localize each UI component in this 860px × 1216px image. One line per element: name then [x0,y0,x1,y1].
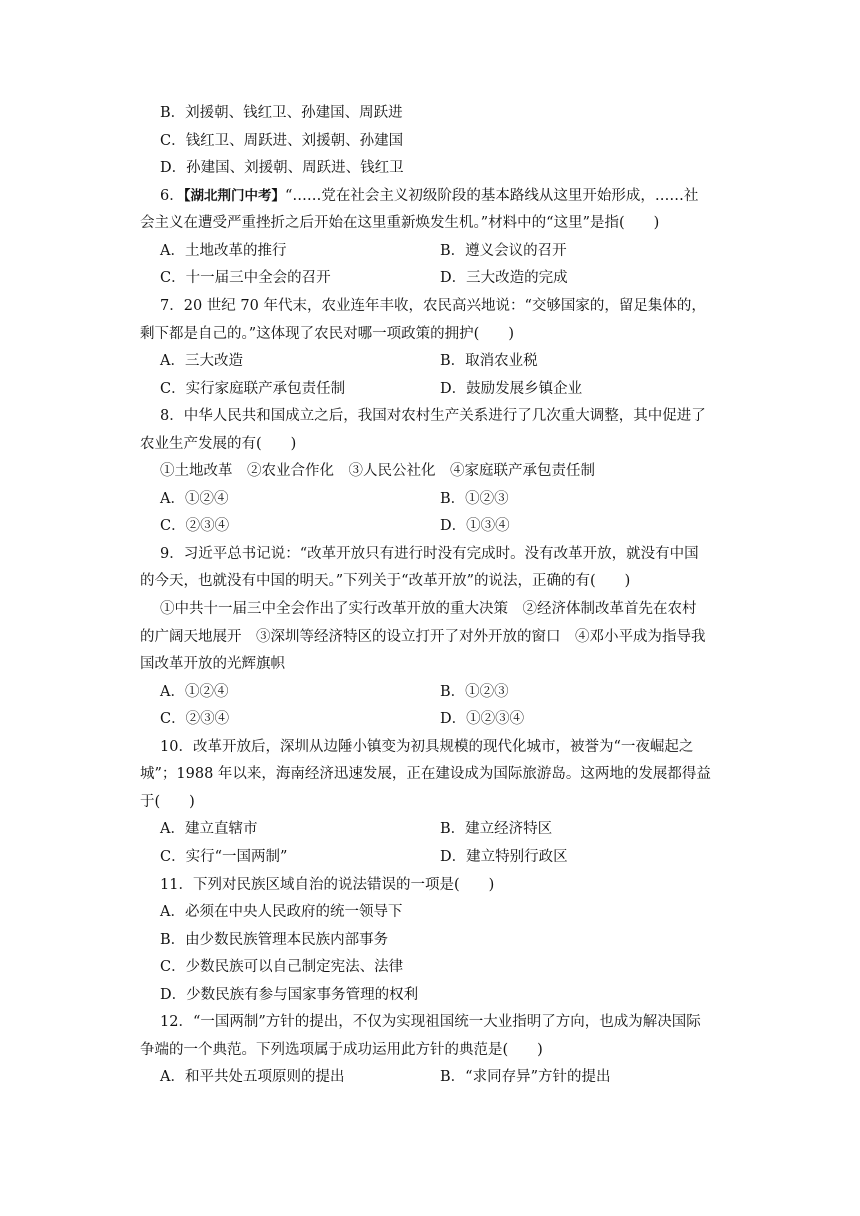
q10-option-a: A．建立直辖市 [160,821,258,837]
q9-stem-line1: 9．习近平总书记说：“改革开放只有进行时没有完成时。没有改革开放，就没有中国 [160,546,699,562]
q8-items: ①土地改革 ②农业合作化 ③人民公社化 ④家庭联产承包责任制 [160,463,595,479]
q9-option-d: D．①②③④ [440,711,525,727]
q12-option-b: B．“求同存异”方针的提出 [440,1069,611,1085]
q8-stem-line1: 8．中华人民共和国成立之后，我国对农村生产关系进行了几次重大调整，其中促进了 [160,408,706,424]
q7-option-b: B．取消农业税 [440,353,538,369]
q6-option-d: D．三大改造的完成 [440,270,568,286]
q7-option-d: D．鼓励发展乡镇企业 [440,381,583,397]
q10-stem-line1: 10．改革开放后，深圳从边陲小镇变为初具规模的现代化城市，被誉为“一夜崛起之 [160,739,694,755]
q9-items-line1: ①中共十一届三中全会作出了实行改革开放的重大决策 ②经济体制改革首先在农村 [160,601,697,617]
q6-option-a: A．土地改革的推行 [160,243,287,259]
q10-option-c: C．实行“一国两制” [160,849,288,865]
q10-stem-line3: 于( ) [140,794,195,810]
q9-stem-line2: 的今天，也就没有中国的明天。”下列关于“改革开放”的说法，正确的有( ) [140,573,631,589]
q7-stem-line1: 7．20 世纪 70 年代末，农业连年丰收，农民高兴地说：“交够国家的，留足集体的， [160,298,706,314]
q8-option-b: B．①②③ [440,491,509,507]
q11-option-b: B．由少数民族管理本民族内部事务 [160,932,389,948]
q10-option-d: D．建立特别行政区 [440,849,568,865]
q7-option-c: C．实行家庭联产承包责任制 [160,381,346,397]
q10-stem-line2: 城”；1988 年以来，海南经济迅速发展，正在建设成为国际旅游岛。这两地的发展都得益 [140,766,711,782]
q12-stem-line2: 争端的一个典范。下列选项属于成功运用此方针的典范是( ) [140,1042,543,1058]
q11-option-a: A．必须在中央人民政府的统一领导下 [160,904,403,920]
q6-option-c: C．十一届三中全会的召开 [160,270,331,286]
q9-option-c: C．②③④ [160,711,230,727]
q12-stem-line1: 12．“一国两制”方针的提出，不仅为实现祖国统一大业指明了方向，也成为解决国际 [160,1014,701,1030]
q11-stem-line1: 11．下列对民族区域自治的说法错误的一项是( ) [160,877,495,893]
q6-number: 6． [160,188,184,204]
q10-option-b: B．建立经济特区 [440,821,553,837]
q7-option-a: A．三大改造 [160,353,243,369]
q11-option-d: D．少数民族有参与国家事务管理的权利 [160,987,419,1003]
q8-option-d: D．①③④ [440,518,510,534]
q5-option-d: D．孙建国、刘援朝、周跃进、钱红卫 [160,160,404,176]
q8-option-c: C．②③④ [160,518,230,534]
q6-stem-line1 [160,186,760,206]
q9-option-b: B．①②③ [440,684,509,700]
q9-items-line3: 国改革开放的光辉旗帜 [140,656,285,672]
q9-items-line2: 的广阔天地展开 ③深圳等经济特区的设立打开了对外开放的窗口 ④邓小平成为指导我 [140,629,706,645]
q6-source-tag: 【湖北荆门中考】 [183,188,285,204]
q8-stem-line2: 农业生产发展的有( ) [140,436,297,452]
q7-stem-line2: 剩下都是自己的。”这体现了农民对哪一项政策的拥护( ) [140,326,514,342]
q9-option-a: A．①②④ [160,684,229,700]
q5-option-b: B．刘援朝、钱红卫、孙建国、周跃进 [160,105,403,121]
q6-text: “……党在社会主义初级阶段的基本路线从这里开始形成，……社 [284,188,699,204]
q12-option-a: A．和平共处五项原则的提出 [160,1069,345,1085]
q6-option-b: B．遵义会议的召开 [440,243,567,259]
q6-stem-line2: 会主义在遭受严重挫折之后开始在这里重新焕发生机。”材料中的“这里”是指( ) [140,215,660,231]
q5-option-c: C．钱红卫、周跃进、刘援朝、孙建国 [160,133,404,149]
q8-option-a: A．①②④ [160,491,229,507]
q11-option-c: C．少数民族可以自己制定宪法、法律 [160,959,404,975]
